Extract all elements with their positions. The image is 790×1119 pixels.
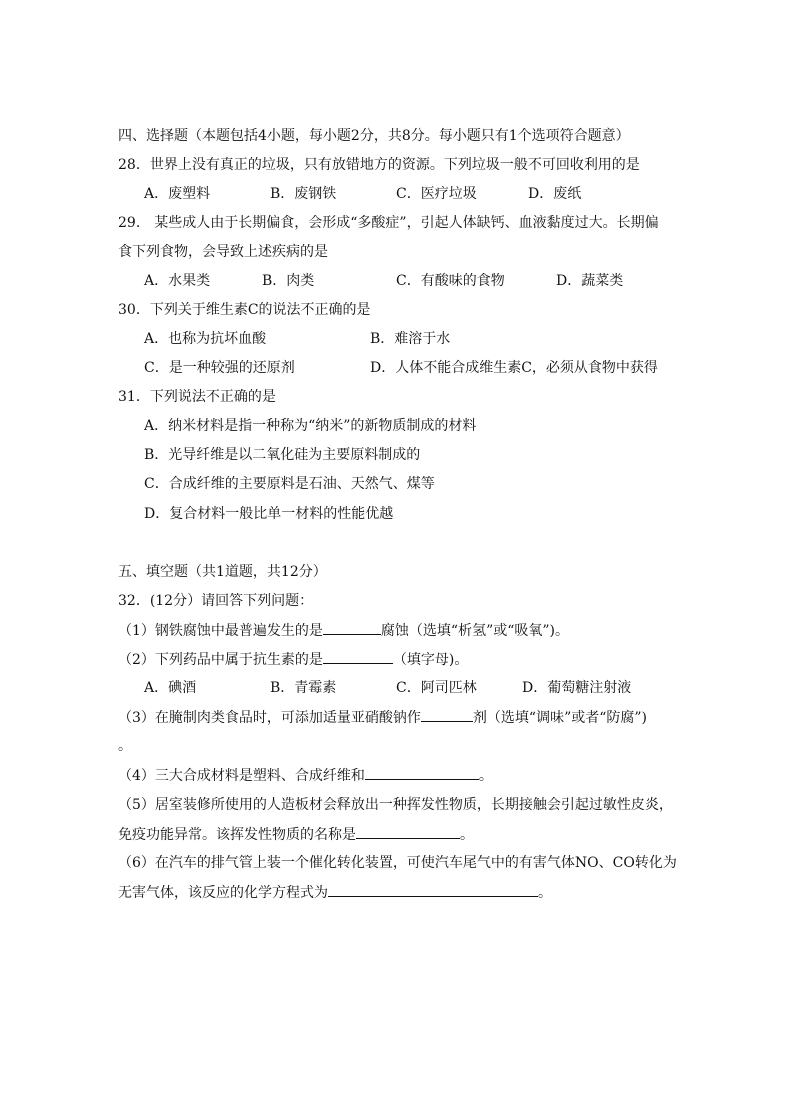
section4-heading: 四、选择题（本题包括4小题，每小题2分，共8分。每小题只有1个选项符合题意） [118,128,630,144]
q32-part5-text-b: 。 [460,827,474,843]
q32-stem: 32．(12分）请回答下列问题： [118,593,314,609]
q32-part3-blank[interactable] [421,707,473,722]
q29-option-a: A．水果类 [144,273,211,289]
q32-part2-text-a: （2）下列药品中属于抗生素的是 [118,652,323,668]
q32-part6-text-b: 。 [538,885,552,901]
q32-part2-blank[interactable] [323,649,393,664]
q32-part1 [118,620,569,641]
q28-option-d: D．废纸 [528,186,582,202]
section5-heading: 五、填空题（共1道题，共12分） [118,564,327,580]
q32-part3-text-b: 剂（选填“调味”或者“防腐”) [472,710,647,726]
q32-part2-option-a: A．碘酒 [144,680,197,696]
q30-option-a: A．也称为抗坏血酸 [144,331,267,347]
q32-part1-blank[interactable] [323,620,381,635]
q32-part2-option-d: D．葡萄糖注射液 [522,680,632,696]
q32-part1-text-a: （1）钢铁腐蚀中最普遍发生的是 [118,623,323,639]
q28-stem: 28．世界上没有真正的垃圾，只有放错地方的资源。下列垃圾一般不可回收利用的是 [118,157,640,173]
q32-part2-text-b: （填字母)。 [392,652,469,668]
q29-option-d: D．蔬菜类 [556,273,624,289]
q32-part2-option-c: C．阿司匹林 [396,680,477,696]
q30-option-b: B．难溶于水 [370,331,451,347]
q32-part4-text-b: 。 [478,768,493,784]
q28-option-c: C．医疗垃圾 [396,186,477,202]
q29-option-b: B．肉类 [262,273,315,289]
q32-part6-line2 [118,882,552,903]
q32-part6-blank[interactable] [328,882,538,897]
q31-stem: 31．下列说法不正确的是 [118,389,276,405]
q31-option-a: A．纳米材料是指一种称为“纳米”的新物质制成的材料 [144,418,477,434]
q32-part3-text-a: （3）在腌制肉类食品时，可添加适量亚硝酸钠作 [118,710,421,726]
q32-part5-blank[interactable] [356,824,460,839]
q28-option-a: A．废塑料 [144,186,211,202]
q30-stem: 30．下列关于维生素C的说法不正确的是 [118,302,371,318]
q32-part2-option-b: B．青霉素 [270,680,337,696]
q31-option-d: D．复合材料一般比单一材料的性能优越 [144,506,394,522]
q32-part4-blank[interactable] [365,765,479,780]
q32-part2 [118,649,468,670]
q32-part6-text-a: 无害气体，该反应的化学方程式为 [118,885,328,901]
q32-part3 [118,707,647,728]
q32-part1-text-b: 腐蚀（选填“析氢”或“吸氧”)。 [380,623,570,639]
q30-option-c: C．是一种较强的还原剂 [144,360,295,376]
q32-part5-line1: （5）居室装修所使用的人造板材会释放出一种挥发性物质，长期接触会引起过敏性皮炎， [118,797,673,813]
q32-part5-text-a: 免疫功能异常。该挥发性物质的名称是 [118,827,356,843]
q31-option-b: B．光导纤维是以二氧化硅为主要原料制成的 [144,447,421,463]
q32-part4-text-a: （4）三大合成材料是塑料、合成纤维和 [118,768,365,784]
q29-stem-line1: 29. 某些成人由于长期偏食，会形成“多酸症”，引起人体缺钙、血液黏度过大。长期偏 [118,215,659,231]
q31-option-c: C．合成纤维的主要原料是石油、天然气、煤等 [144,476,435,492]
q32-part6-line1: （6）在汽车的排气管上装一个催化转化装置，可使汽车尾气中的有害气体NO、CO转化为 [118,855,677,871]
q32-part5-line2 [118,824,474,845]
q29-option-c: C．有酸味的食物 [396,273,505,289]
q30-option-d: D．人体不能合成维生素C，必须从食物中获得 [370,360,658,376]
q28-option-b: B．废钢铁 [270,186,337,202]
q32-part3-trailing: 。 [118,738,132,754]
q29-stem-line2: 食下列食物，会导致上述疾病的是 [118,244,328,260]
q32-part4 [118,765,493,786]
